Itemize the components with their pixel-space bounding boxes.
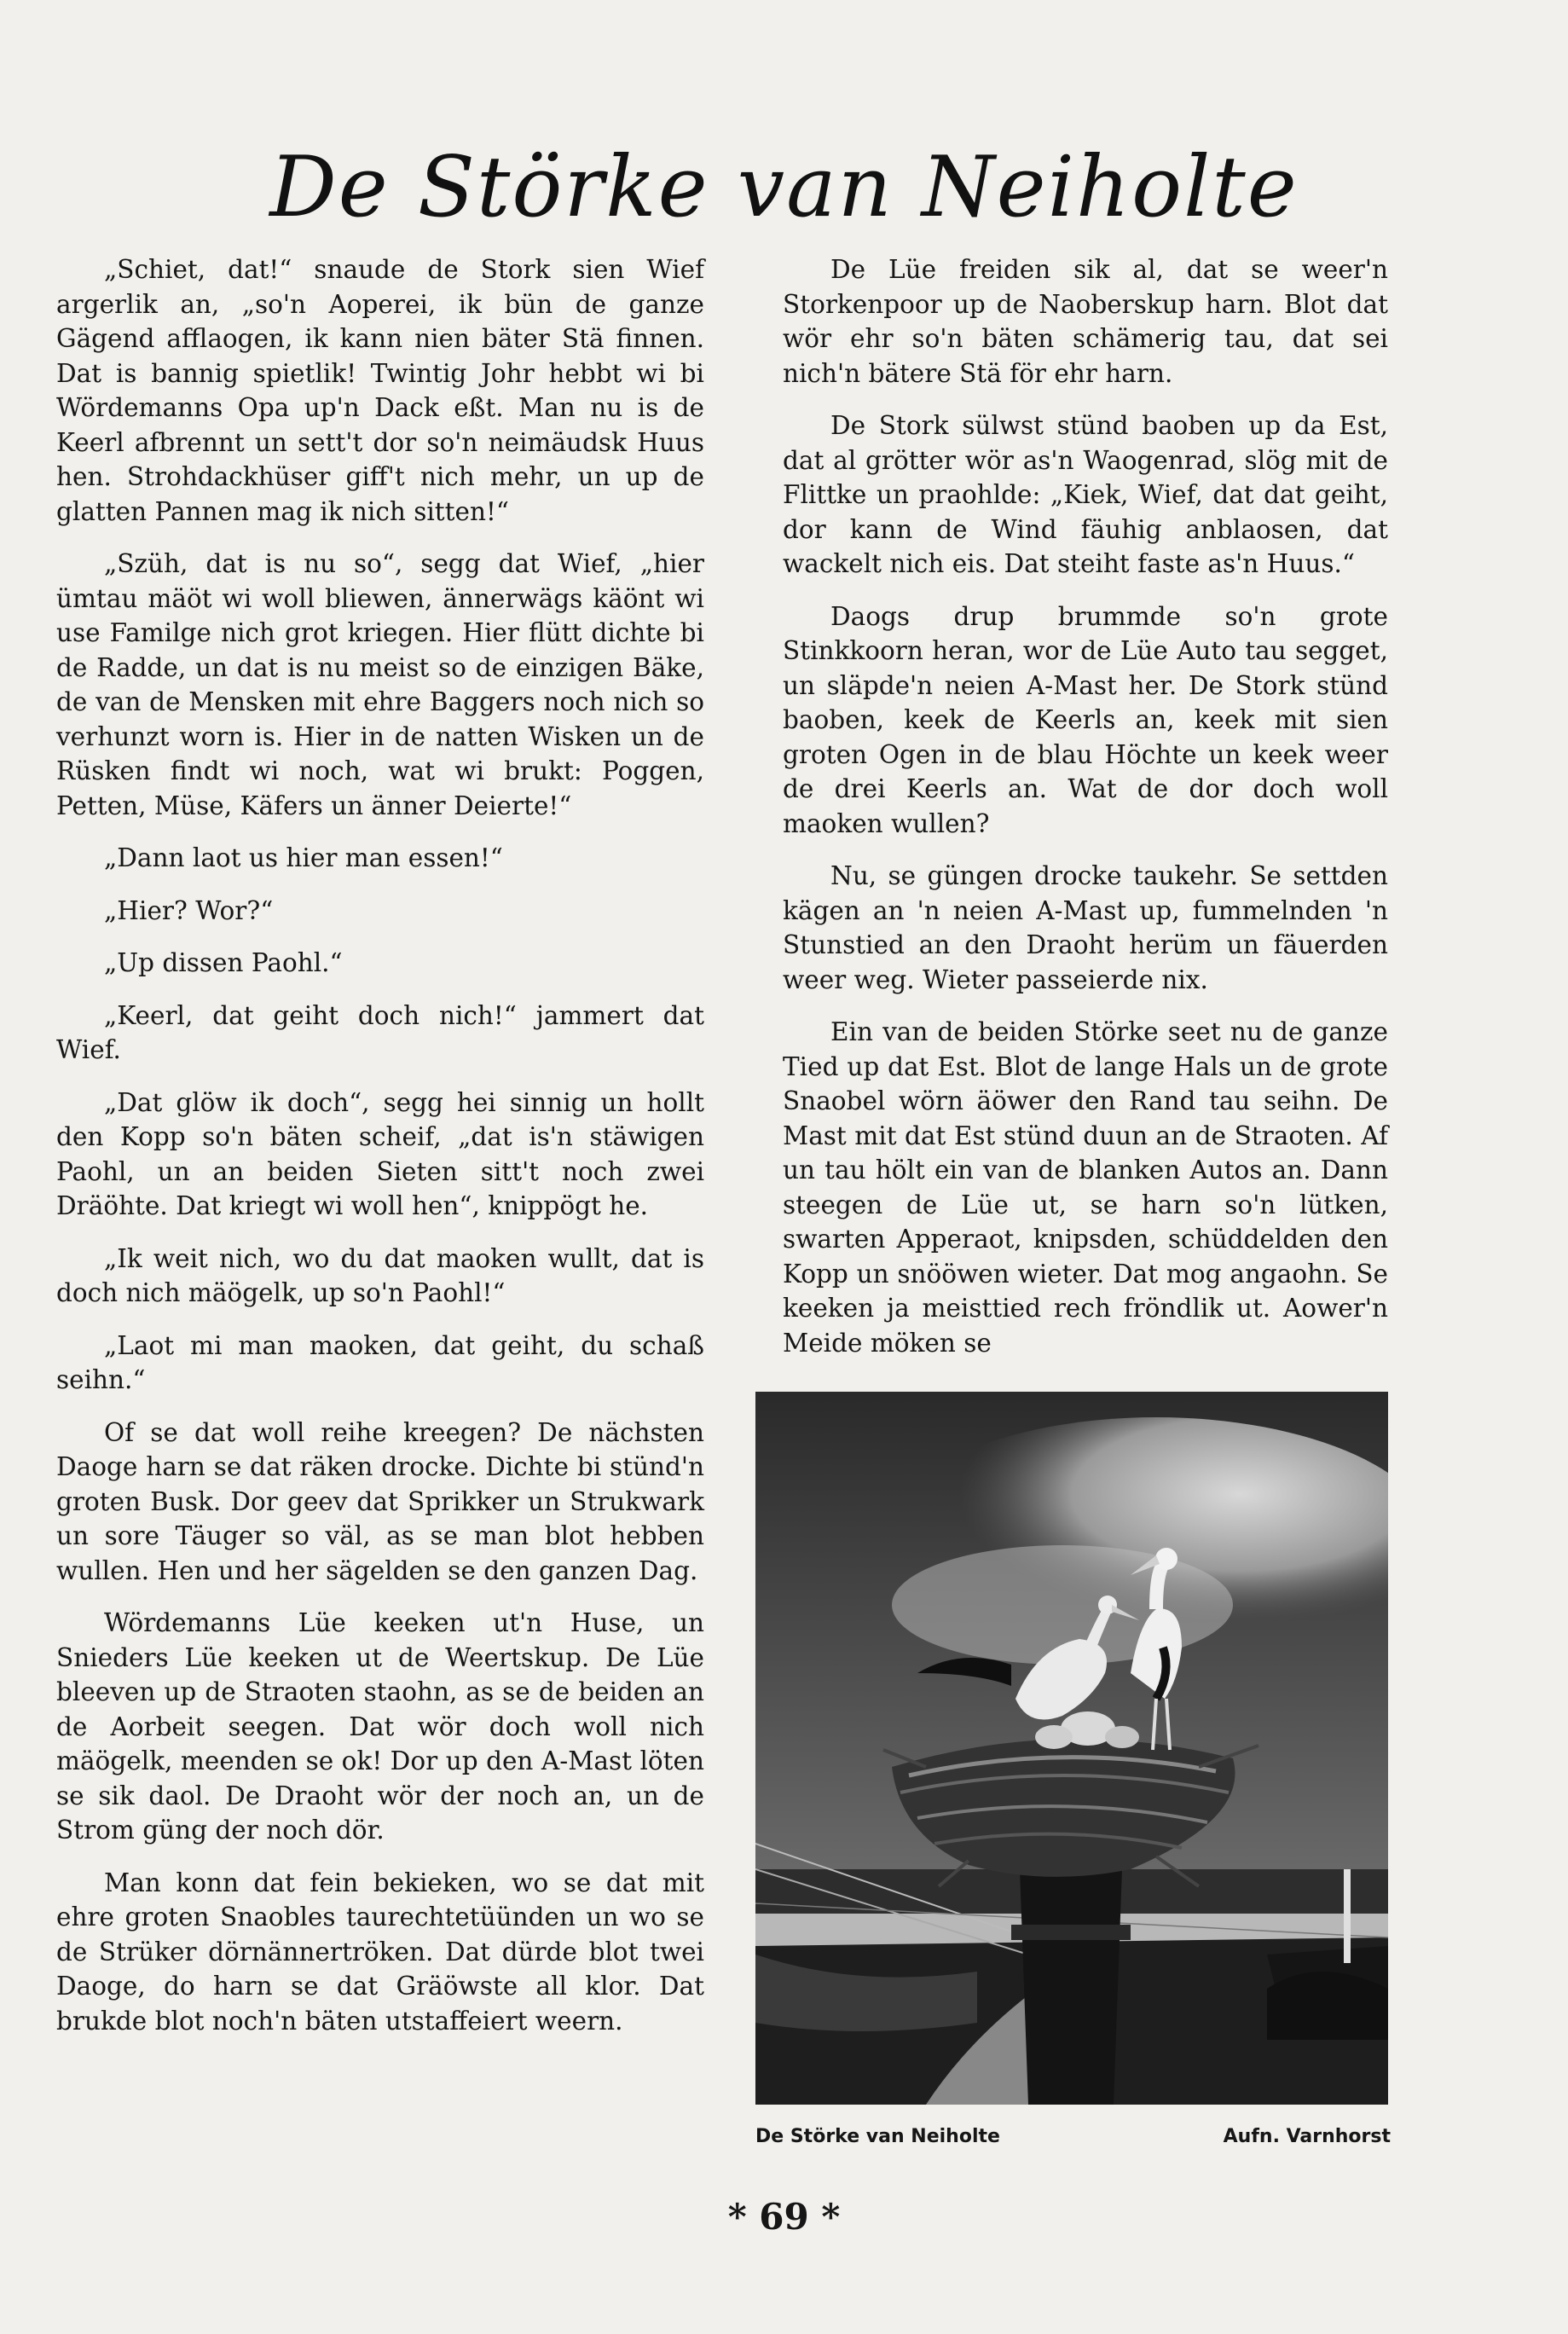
photo-illustration — [755, 1392, 1388, 2105]
paragraph: Man konn dat fein bekieken, wo se dat mit ehre groten Snaobles taurechtetüünden un wo se de Strüker dörnännertröken. Dat dürde blot twei Daoge, do harn se dat Gräöwste all klor. Dat brukde blot noch'n bäten utstaffeiert weern. — [56, 1868, 704, 2036]
paragraph: „Up dissen Paohl.“ — [104, 948, 343, 977]
right-column — [783, 252, 1388, 1378]
photo-credit: Aufn. Varnhorst — [1223, 2126, 1391, 2147]
paragraph: Ein van de beiden Störke seet nu de ganze Tied up dat Est. Blot de lange Hals un de grote Snaobel wörn äöwer den Rand tau seihn. De Mast mit dat Est stünd duun an de Straoten. Af un tau hölt ein van de blanken Autos an. Dann steegen de Lüe ut, se harn so'n lütken, swarten Apperaot, knipsden, schüddelden den Kopp un snööwen wieter. Dat mog angaohn. Se keeken ja meisttied rech fröndlik ut. Aower'n Meide möken se — [783, 1017, 1388, 1358]
page-number: * 69 * — [727, 2196, 841, 2238]
paragraph: „Laot mi man maoken, dat geiht, du schaß seihn.“ — [56, 1330, 704, 1394]
page-title: De Störke van Neiholte — [269, 139, 1299, 236]
stork-nest-photo — [755, 1392, 1388, 2105]
paragraph: „Ik weit nich, wo du dat maoken wullt, dat is doch nich mäögelk, up so'n Paohl!“ — [56, 1243, 704, 1307]
paragraph: Wördemanns Lüe keeken ut'n Huse, un Snieders Lüe keeken ut de Weertskup. De Lüe bleeven up de Straoten staohn, as se de beiden an de Aorbeit seegen. Dat wör doch woll nich mäögelk, meenden se ok! Dor up den A-Mast löten se sik daol. De Draoht wör der noch an, un de Strom güng der noch dör. — [56, 1608, 704, 1845]
paragraph: Nu, se güngen drocke taukehr. Se settden kägen an 'n neien A-Mast up, fummelnden 'n Stunstied an den Draoht herüm un fäuerden weer weg. Wieter passeierde nix. — [783, 861, 1388, 994]
paragraph: De Lüe freiden sik al, dat se weer'n Storkenpoor up de Naoberskup harn. Blot dat wör ehr so'n bäten schämerig tau, dat sei nich'n bätere Stä för ehr harn. — [783, 255, 1388, 388]
paragraph: „Szüh, dat is nu so“, segg dat Wief, „hier ümtau mäöt wi woll bliewen, ännerwägs käönt wi use Familge nich grot kriegen. Hier flütt dichte bi de Radde, un dat is nu meist so de einzigen Bäke, de van de Mensken mit ehre Baggers noch nich so verhunzt worn is. Hier in de natten Wisken un de Rüsken findt wi noch, wat wi brukt: Poggen, Petten, Müse, Käfers un änner Deierte!“ — [56, 549, 704, 820]
paragraph: „Keerl, dat geiht doch nich!“ jammert dat Wief. — [56, 1000, 704, 1064]
paragraph: „Hier? Wor?“ — [104, 895, 274, 925]
paragraph: Of se dat woll reihe kreegen? De nächsten Daoge harn se dat räken drocke. Dichte bi stünd'n groten Busk. Dor geev dat Sprikker un Strukwark un sore Täuger so väl, as se man blot hebben wullen. Hen und her sägelden se den ganzen Dag. — [56, 1417, 704, 1585]
paragraph: De Stork sülwst stünd baoben up da Est, dat al grötter wör as'n Waogenrad, slög mit de Flittke un praohlde: „Kiek, Wief, dat dat geiht, dor kann de Wind fäuhig anblaosen, dat wackelt nich eis. Dat steiht faste as'n Huus.“ — [783, 411, 1388, 578]
paragraph: „Dann laot us hier man essen!“ — [104, 843, 503, 872]
paragraph: „Schiet, dat!“ snaude de Stork sien Wief argerlik an, „so'n Aoperei, ik bün de ganze Gägend afflaogen, ik kann nien bäter Stä finnen. Dat is bannig spietlik! Twintig Johr hebbt wi bi Wördemanns Opa up'n Dack eßt. Man nu is de Keerl afbrennt un sett't dor so'n neimäudsk Huus hen. Strohdackhüser giff't nich mehr, un up de glatten Pannen mag ik nich sitten!“ — [56, 255, 704, 526]
paragraph: „Dat glöw ik doch“, segg hei sinnig un hollt den Kopp so'n bäten scheif, „dat is'n stäwigen Paohl, un an beiden Sieten sitt't noch zwei Dräöhte. Dat kriegt wi woll hen“, knippögt he. — [56, 1087, 704, 1220]
paragraph: Daogs drup brummde so'n grote Stinkkoorn heran, wor de Lüe Auto tau segget, un släpde'n neien A-Mast her. De Stork stünd baoben, keek de Keerls an, keek mit sien groten Ogen in de blau Höchte un keek weer de drei Keerls an. Wat de dor doch woll maoken wullen? — [783, 601, 1388, 838]
photo-caption: De Störke van Neiholte — [755, 2126, 1000, 2147]
left-column — [56, 252, 704, 2056]
